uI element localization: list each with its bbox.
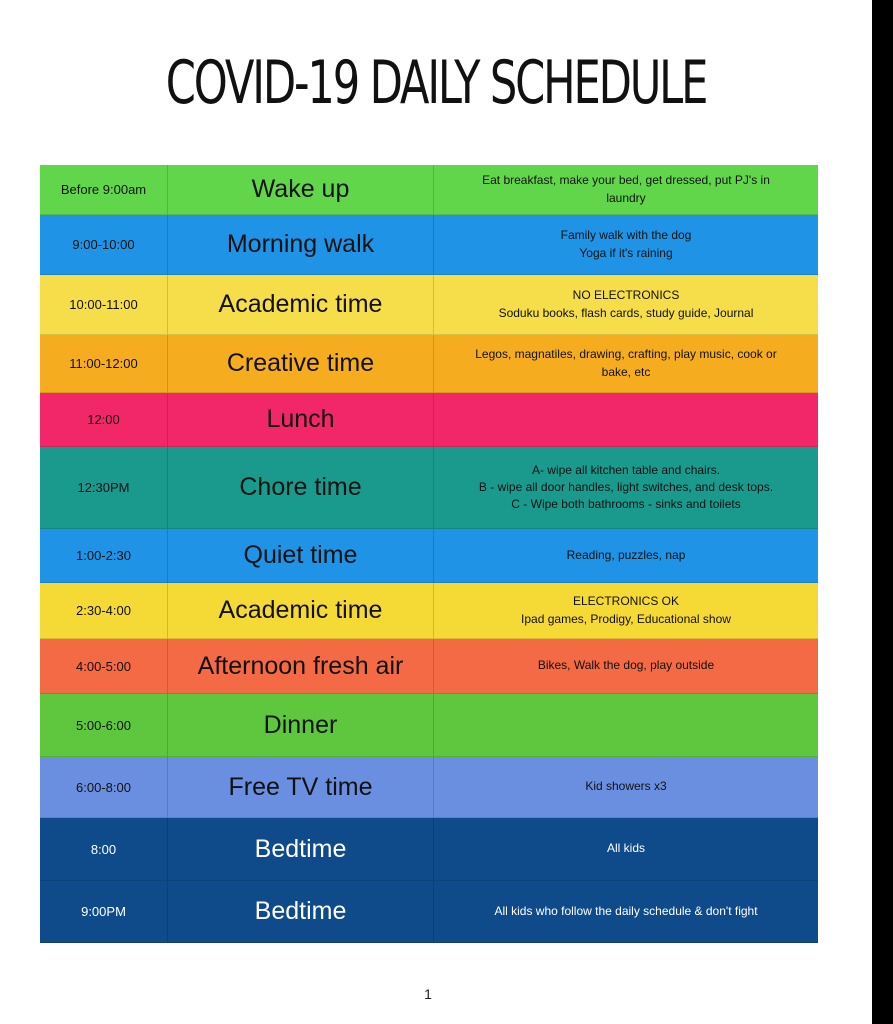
- details-line: Yoga if it's raining: [579, 245, 673, 260]
- details-cell: [434, 529, 818, 582]
- details-line: All kids who follow the daily schedule & don't fight: [494, 903, 758, 918]
- schedule-row: [40, 694, 818, 757]
- activity-cell: Free TV time: [168, 757, 434, 817]
- activity-cell: Quiet time: [168, 529, 434, 582]
- schedule-row: [40, 529, 818, 583]
- schedule-row: [40, 275, 818, 335]
- details-cell: [434, 881, 818, 942]
- details-cell: [434, 818, 818, 880]
- time-cell: 4:00-5:00: [40, 639, 168, 693]
- details-line: Kid showers x3: [585, 779, 667, 794]
- details-line: ELECTRONICS OK: [572, 594, 680, 609]
- schedule-row: [40, 393, 818, 447]
- activity-cell: Morning walk: [168, 215, 434, 274]
- time-cell: 11:00-12:00: [40, 335, 168, 392]
- activity-cell: Bedtime: [168, 881, 434, 942]
- details-cell: [434, 393, 818, 446]
- schedule-row: [40, 757, 818, 818]
- time-cell: 12:30PM: [40, 447, 168, 528]
- schedule-row: [40, 881, 818, 943]
- time-cell: 10:00-11:00: [40, 275, 168, 334]
- time-cell: 12:00: [40, 393, 168, 446]
- details-line: Bikes, Walk the dog, play outside: [537, 658, 715, 673]
- activity-cell: Lunch: [168, 393, 434, 446]
- details-line: C - Wipe both bathrooms - sinks and toilets: [511, 497, 741, 512]
- schedule-row: [40, 818, 818, 881]
- schedule-row: [40, 639, 818, 694]
- activity-cell: Academic time: [168, 275, 434, 334]
- details-cell: [434, 275, 818, 334]
- activity-cell: Wake up: [168, 165, 434, 214]
- details-line: Ipad games, Prodigy, Educational show: [521, 611, 731, 626]
- details-line: laundry: [606, 190, 646, 205]
- details-cell: [434, 757, 818, 817]
- activity-cell: Afternoon fresh air: [168, 639, 434, 693]
- details-line: Reading, puzzles, nap: [566, 547, 686, 562]
- activity-cell: Academic time: [168, 583, 434, 638]
- details-line: NO ELECTRONICS: [572, 288, 680, 303]
- right-edge-bar: [872, 0, 893, 1024]
- details-line: Soduku books, flash cards, study guide, Journal: [498, 305, 754, 320]
- time-cell: 9:00PM: [40, 881, 168, 942]
- page-number: 1: [424, 986, 432, 1002]
- schedule-row: [40, 447, 818, 529]
- details-line: Legos, magnatiles, drawing, crafting, play music, cook or: [475, 347, 777, 362]
- details-line: A- wipe all kitchen table and chairs.: [531, 462, 721, 477]
- time-cell: Before 9:00am: [40, 165, 168, 214]
- time-cell: 6:00-8:00: [40, 757, 168, 817]
- schedule-row: [40, 583, 818, 639]
- details-cell: [434, 583, 818, 638]
- details-line: bake, etc: [601, 364, 651, 379]
- details-cell: [434, 335, 818, 392]
- details-cell: [434, 215, 818, 274]
- time-cell: 5:00-6:00: [40, 694, 168, 756]
- page-title: COVID-19 DAILY SCHEDULE: [165, 48, 707, 119]
- details-cell: [434, 694, 818, 756]
- time-cell: 9:00-10:00: [40, 215, 168, 274]
- schedule-row: [40, 335, 818, 393]
- activity-cell: Dinner: [168, 694, 434, 756]
- details-line: Eat breakfast, make your bed, get dressed, put PJ's in: [482, 173, 770, 188]
- details-cell: [434, 447, 818, 528]
- details-cell: [434, 165, 818, 214]
- activity-cell: Bedtime: [168, 818, 434, 880]
- schedule-row: [40, 215, 818, 275]
- activity-cell: Creative time: [168, 335, 434, 392]
- details-line: B - wipe all door handles, light switches, and desk tops.: [478, 479, 774, 494]
- time-cell: 8:00: [40, 818, 168, 880]
- time-cell: 2:30-4:00: [40, 583, 168, 638]
- details-line: All kids: [606, 841, 645, 856]
- time-cell: 1:00-2:30: [40, 529, 168, 582]
- details-cell: [434, 639, 818, 693]
- schedule-table: [40, 165, 818, 943]
- schedule-row: [40, 165, 818, 215]
- activity-cell: Chore time: [168, 447, 434, 528]
- details-line: Family walk with the dog: [560, 228, 692, 243]
